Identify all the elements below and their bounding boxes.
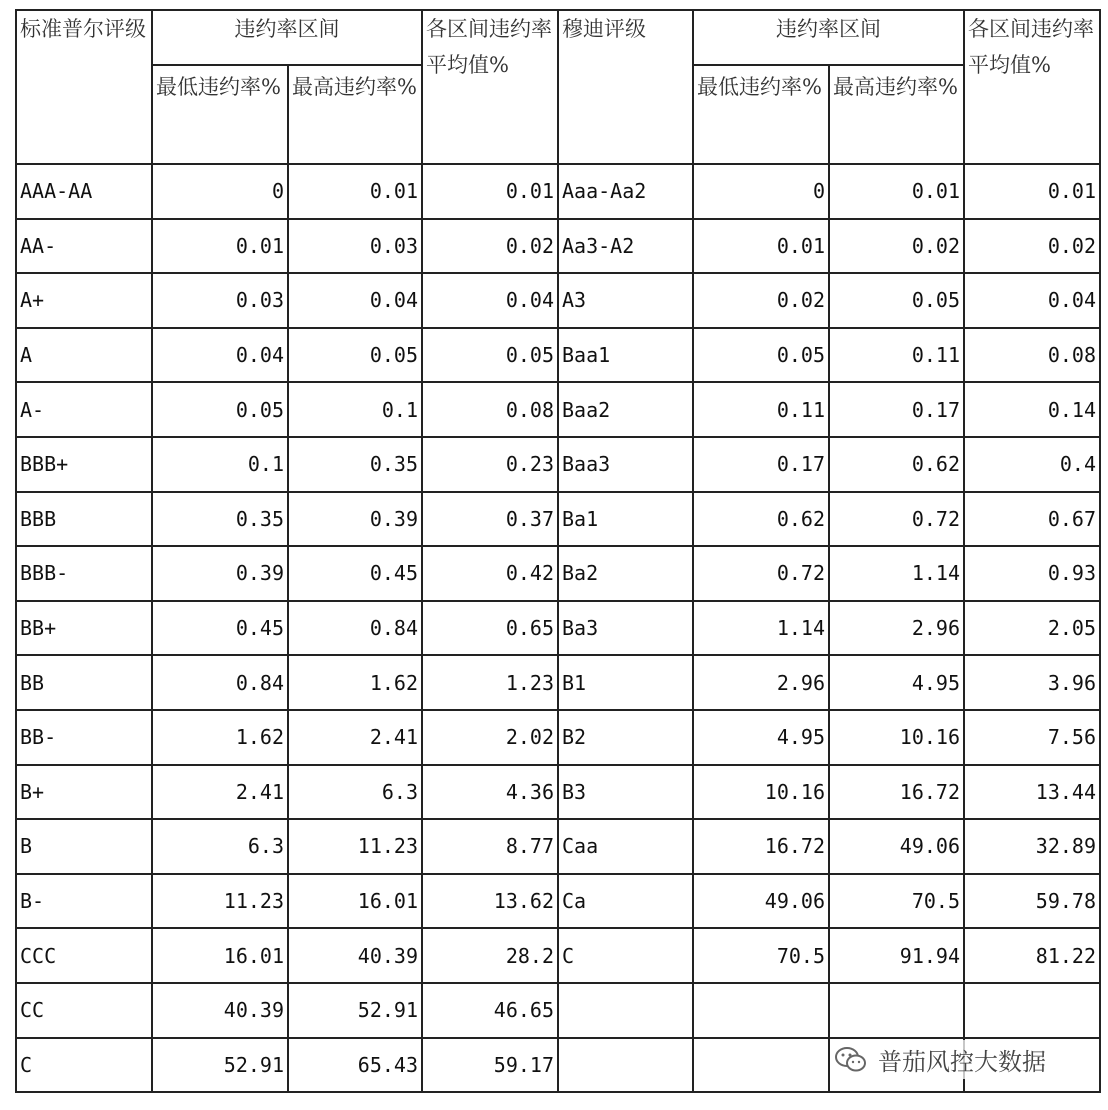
cell-md-range-avg: 0.67: [964, 492, 1100, 547]
cell-sp-min-rate: 0.01: [152, 219, 288, 274]
cell-md-range-avg: 0.08: [964, 328, 1100, 383]
cell-md-min-rate: 16.72: [693, 819, 829, 874]
header-md-max-rate: 最高违约率%: [829, 65, 964, 164]
cell-md-max-rate: 16.72: [829, 765, 964, 820]
cell-md-range-avg: 13.44: [964, 765, 1100, 820]
header-sp-max-rate: 最高违约率%: [288, 65, 422, 164]
cell-sp-min-rate: 0.84: [152, 655, 288, 710]
cell-md-range-avg: 7.56: [964, 710, 1100, 765]
cell-md-max-rate: 0.11: [829, 328, 964, 383]
cell-moodys-rating: Baa2: [558, 382, 693, 437]
cell-md-range-avg: 0.93: [964, 546, 1100, 601]
header-sp-default-range: 违约率区间: [152, 10, 422, 65]
cell-sp-max-rate: 1.62: [288, 655, 422, 710]
header-sp-rating: 标准普尔评级: [16, 10, 152, 164]
cell-md-max-rate: 0.17: [829, 382, 964, 437]
cell-md-range-avg: 81.22: [964, 928, 1100, 983]
cell-sp-range-avg: 0.01: [422, 164, 558, 219]
cell-sp-range-avg: 1.23: [422, 655, 558, 710]
cell-sp-min-rate: 40.39: [152, 983, 288, 1038]
cell-md-range-avg: 32.89: [964, 819, 1100, 874]
table-row: [16, 710, 1100, 765]
cell-sp-min-rate: 0.04: [152, 328, 288, 383]
table-row: [16, 219, 1100, 274]
table-row: [16, 655, 1100, 710]
cell-md-range-avg: 0.4: [964, 437, 1100, 492]
cell-sp-range-avg: 0.02: [422, 219, 558, 274]
cell-sp-min-rate: 16.01: [152, 928, 288, 983]
cell-sp-rating: A+: [16, 273, 152, 328]
cell-sp-max-rate: 16.01: [288, 874, 422, 929]
table-wrapper: [15, 9, 1101, 1093]
header-sp-range-avg: 各区间违约率平均值%: [422, 10, 558, 164]
header-md-min-rate: 最低违约率%: [693, 65, 829, 164]
cell-sp-max-rate: 0.03: [288, 219, 422, 274]
cell-sp-min-rate: 0.39: [152, 546, 288, 601]
watermark: [830, 1040, 1050, 1079]
cell-md-range-avg: 0.04: [964, 273, 1100, 328]
table-row: [16, 601, 1100, 656]
cell-sp-range-avg: 59.17: [422, 1038, 558, 1093]
cell-sp-rating: B: [16, 819, 152, 874]
cell-sp-max-rate: 2.41: [288, 710, 422, 765]
table-row: [16, 328, 1100, 383]
cell-sp-min-rate: 52.91: [152, 1038, 288, 1093]
table-row: [16, 819, 1100, 874]
header-md-default-range: 违约率区间: [693, 10, 964, 65]
cell-sp-max-rate: 0.84: [288, 601, 422, 656]
cell-moodys-rating: [558, 983, 693, 1038]
table-row: [16, 546, 1100, 601]
cell-moodys-rating: Baa1: [558, 328, 693, 383]
cell-sp-min-rate: 1.62: [152, 710, 288, 765]
table-row: [16, 437, 1100, 492]
table-row: [16, 983, 1100, 1038]
cell-sp-range-avg: 2.02: [422, 710, 558, 765]
cell-sp-max-rate: 0.05: [288, 328, 422, 383]
cell-md-min-rate: 1.14: [693, 601, 829, 656]
cell-sp-range-avg: 46.65: [422, 983, 558, 1038]
table-body: [16, 164, 1100, 1092]
cell-md-max-rate: [829, 983, 964, 1038]
default-rate-table: [15, 9, 1101, 1093]
cell-moodys-rating: Ba3: [558, 601, 693, 656]
cell-sp-max-rate: 40.39: [288, 928, 422, 983]
cell-md-max-rate: 1.14: [829, 546, 964, 601]
cell-sp-rating: BB: [16, 655, 152, 710]
cell-md-min-rate: 0: [693, 164, 829, 219]
cell-md-max-rate: 70.5: [829, 874, 964, 929]
cell-sp-range-avg: 0.65: [422, 601, 558, 656]
cell-moodys-rating: Caa: [558, 819, 693, 874]
cell-sp-max-rate: 65.43: [288, 1038, 422, 1093]
cell-md-max-rate: 91.94: [829, 928, 964, 983]
cell-moodys-rating: A3: [558, 273, 693, 328]
cell-sp-max-rate: 0.04: [288, 273, 422, 328]
cell-sp-rating: BBB+: [16, 437, 152, 492]
cell-md-min-rate: [693, 983, 829, 1038]
cell-sp-rating: AA-: [16, 219, 152, 274]
cell-md-range-avg: 0.02: [964, 219, 1100, 274]
cell-sp-rating: C: [16, 1038, 152, 1093]
wechat-icon: [834, 1045, 868, 1075]
cell-md-range-avg: 2.05: [964, 601, 1100, 656]
cell-sp-rating: A-: [16, 382, 152, 437]
cell-md-range-avg: 3.96: [964, 655, 1100, 710]
header-md-range-avg: 各区间违约率平均值%: [964, 10, 1100, 164]
cell-md-max-rate: 0.72: [829, 492, 964, 547]
cell-md-min-rate: 0.72: [693, 546, 829, 601]
cell-md-max-rate: 0.01: [829, 164, 964, 219]
cell-md-range-avg: 0.14: [964, 382, 1100, 437]
cell-sp-rating: A: [16, 328, 152, 383]
cell-sp-max-rate: 52.91: [288, 983, 422, 1038]
header-moodys-rating: 穆迪评级: [558, 10, 693, 164]
cell-md-min-rate: 70.5: [693, 928, 829, 983]
cell-sp-min-rate: 0.45: [152, 601, 288, 656]
cell-sp-range-avg: 13.62: [422, 874, 558, 929]
cell-sp-rating: BB+: [16, 601, 152, 656]
cell-md-min-rate: 4.95: [693, 710, 829, 765]
cell-sp-range-avg: 0.37: [422, 492, 558, 547]
cell-md-max-rate: 0.05: [829, 273, 964, 328]
cell-sp-max-rate: 6.3: [288, 765, 422, 820]
cell-sp-max-rate: 0.35: [288, 437, 422, 492]
cell-moodys-rating: Ca: [558, 874, 693, 929]
header-sp-min-rate: 最低违约率%: [152, 65, 288, 164]
cell-sp-min-rate: 0.03: [152, 273, 288, 328]
cell-md-min-rate: 0.05: [693, 328, 829, 383]
cell-md-min-rate: 0.62: [693, 492, 829, 547]
cell-moodys-rating: B3: [558, 765, 693, 820]
cell-moodys-rating: Aa3-A2: [558, 219, 693, 274]
cell-sp-range-avg: 0.23: [422, 437, 558, 492]
cell-sp-rating: BB-: [16, 710, 152, 765]
cell-sp-min-rate: 6.3: [152, 819, 288, 874]
cell-md-max-rate: 0.62: [829, 437, 964, 492]
cell-sp-range-avg: 0.42: [422, 546, 558, 601]
cell-moodys-rating: Aaa-Aa2: [558, 164, 693, 219]
cell-sp-min-rate: 0.35: [152, 492, 288, 547]
cell-md-min-rate: [693, 1038, 829, 1093]
watermark-text: 普茄风控大数据: [878, 1048, 1046, 1076]
cell-md-min-rate: 0.01: [693, 219, 829, 274]
cell-md-min-rate: 49.06: [693, 874, 829, 929]
table-row: [16, 928, 1100, 983]
cell-md-max-rate: 10.16: [829, 710, 964, 765]
cell-md-max-rate: 4.95: [829, 655, 964, 710]
cell-moodys-rating: Baa3: [558, 437, 693, 492]
table-row: [16, 382, 1100, 437]
cell-md-min-rate: 0.02: [693, 273, 829, 328]
cell-sp-max-rate: 0.39: [288, 492, 422, 547]
cell-sp-rating: BBB-: [16, 546, 152, 601]
cell-md-range-avg: 0.01: [964, 164, 1100, 219]
cell-sp-min-rate: 0: [152, 164, 288, 219]
cell-md-min-rate: 2.96: [693, 655, 829, 710]
cell-md-min-rate: 10.16: [693, 765, 829, 820]
cell-sp-rating: CCC: [16, 928, 152, 983]
cell-md-max-rate: 0.02: [829, 219, 964, 274]
cell-sp-max-rate: 11.23: [288, 819, 422, 874]
cell-sp-rating: B+: [16, 765, 152, 820]
cell-sp-max-rate: 0.45: [288, 546, 422, 601]
cell-sp-rating: BBB: [16, 492, 152, 547]
table-row: [16, 164, 1100, 219]
cell-moodys-rating: C: [558, 928, 693, 983]
cell-sp-min-rate: 2.41: [152, 765, 288, 820]
cell-sp-rating: AAA-AA: [16, 164, 152, 219]
cell-md-min-rate: 0.11: [693, 382, 829, 437]
cell-moodys-rating: B1: [558, 655, 693, 710]
cell-sp-range-avg: 28.2: [422, 928, 558, 983]
cell-moodys-rating: Ba2: [558, 546, 693, 601]
cell-md-max-rate: 49.06: [829, 819, 964, 874]
cell-sp-min-rate: 0.1: [152, 437, 288, 492]
cell-sp-rating: CC: [16, 983, 152, 1038]
cell-sp-max-rate: 0.01: [288, 164, 422, 219]
cell-sp-range-avg: 4.36: [422, 765, 558, 820]
cell-md-range-avg: [964, 983, 1100, 1038]
cell-sp-range-avg: 0.05: [422, 328, 558, 383]
table-row: [16, 273, 1100, 328]
cell-md-range-avg: 59.78: [964, 874, 1100, 929]
table-row: [16, 874, 1100, 929]
cell-sp-max-rate: 0.1: [288, 382, 422, 437]
table-row: [16, 765, 1100, 820]
cell-sp-min-rate: 0.05: [152, 382, 288, 437]
cell-md-max-rate: 2.96: [829, 601, 964, 656]
cell-moodys-rating: B2: [558, 710, 693, 765]
table-row: [16, 492, 1100, 547]
cell-sp-rating: B-: [16, 874, 152, 929]
cell-moodys-rating: [558, 1038, 693, 1093]
cell-moodys-rating: Ba1: [558, 492, 693, 547]
cell-sp-min-rate: 11.23: [152, 874, 288, 929]
cell-sp-range-avg: 0.04: [422, 273, 558, 328]
cell-sp-range-avg: 8.77: [422, 819, 558, 874]
cell-md-min-rate: 0.17: [693, 437, 829, 492]
cell-sp-range-avg: 0.08: [422, 382, 558, 437]
